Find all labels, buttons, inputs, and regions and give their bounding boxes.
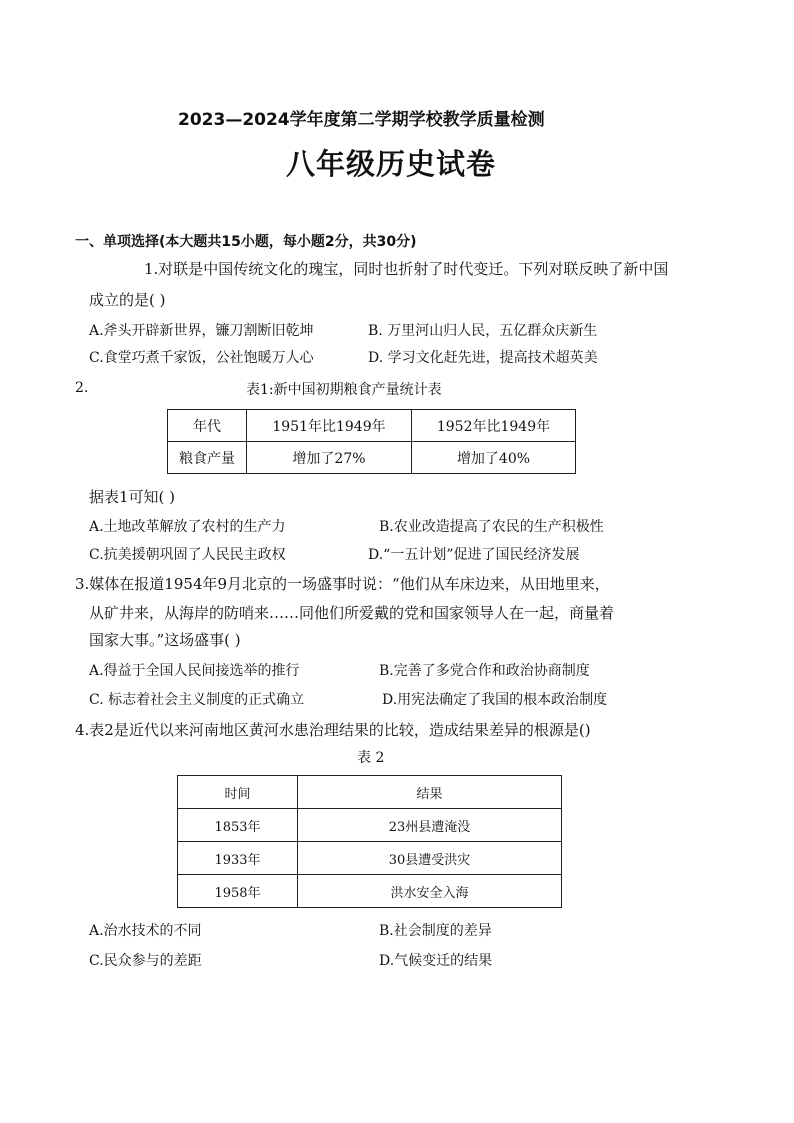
q4-stem: 4.表2是近代以来河南地区黄河水患治理结果的比较，造成结果差异的根源是() (75, 721, 591, 739)
q2-stem: 据表1可知( ) (89, 488, 176, 506)
table-header-row (178, 776, 562, 809)
table-row (178, 842, 562, 875)
q3-stem-line1: 3.媒体在报道1954年9月北京的一场盛事时说：“他们从车床边来，从田地里来， (75, 575, 610, 593)
table-cell: 1933年 (178, 842, 298, 875)
q4-option-a: A.治水技术的不同 (89, 923, 202, 939)
table-header-cell: 1951年比1949年 (247, 410, 412, 442)
table-cell: 增加了40% (412, 442, 576, 474)
page-title: 八年级历史试卷 (286, 147, 497, 181)
table2-caption: 表 2 (357, 750, 385, 766)
table-header-row (168, 410, 576, 442)
q1-option-d: D. 学习文化赶先进，提高技术超英美 (368, 350, 598, 366)
q3-stem-line3: 国家大事。”这场盛事( ) (89, 631, 241, 649)
table-row (178, 875, 562, 908)
q2-option-b: B.农业改造提高了农民的生产积极性 (379, 519, 604, 535)
q1-option-b: B. 万里河山归人民，五亿群众庆新生 (368, 323, 598, 339)
q3-option-b: B.完善了多党合作和政治协商制度 (379, 663, 590, 679)
table-row (168, 442, 576, 474)
q2-option-d: D.“一五计划”促进了国民经济发展 (368, 547, 580, 563)
table-header-cell: 1952年比1949年 (412, 410, 576, 442)
table-cell: 洪水安全入海 (298, 875, 562, 908)
q1-option-c: C.食堂巧煮千家饭，公社饱暖万人心 (89, 350, 314, 366)
q2-number: 2. (75, 380, 89, 396)
q3-option-c: C. 标志着社会主义制度的正式确立 (89, 692, 305, 708)
table-row (178, 809, 562, 842)
q4-option-c: C.民众参与的差距 (89, 953, 202, 969)
q1-stem-line1: 1.对联是中国传统文化的瑰宝，同时也折射了时代变迁。下列对联反映了新中国 (144, 260, 669, 278)
q2-option-a: A.土地改革解放了农村的生产力 (89, 519, 286, 535)
table1 (167, 409, 576, 474)
exam-subtitle: 2023—2024学年度第二学期学校教学质量检测 (178, 110, 545, 130)
q1-option-a: A.斧头开辟新世界，镰刀割断旧乾坤 (89, 323, 314, 339)
table-header-cell: 时间 (178, 776, 298, 809)
table1-caption: 表1:新中国初期粮食产量统计表 (246, 382, 442, 398)
q1-stem-line2: 成立的是( ) (89, 291, 166, 309)
table-header-cell: 结果 (298, 776, 562, 809)
q2-option-c: C.抗美援朝巩固了人民民主政权 (89, 547, 286, 563)
table-cell: 增加了27% (247, 442, 412, 474)
q3-option-a: A.得益于全国人民间接选举的推行 (89, 663, 300, 679)
table-cell: 23州县遭淹没 (298, 809, 562, 842)
table2 (177, 775, 562, 908)
q4-option-d: D.气候变迁的结果 (379, 953, 493, 969)
table-cell: 30县遭受洪灾 (298, 842, 562, 875)
table-header-cell: 年代 (168, 410, 247, 442)
table-cell: 粮食产量 (168, 442, 247, 474)
table-cell: 1958年 (178, 875, 298, 908)
section-heading: 一、单项选择(本大题共15小题，每小题2分，共30分) (75, 234, 417, 250)
table-cell: 1853年 (178, 809, 298, 842)
q4-option-b: B.社会制度的差异 (379, 923, 492, 939)
q3-option-d: D.用宪法确定了我国的根本政治制度 (382, 692, 608, 708)
q3-stem-line2: 从矿井来，从海岸的防哨来……同他们所爱戴的党和国家领导人在一起，商量着 (89, 604, 615, 622)
